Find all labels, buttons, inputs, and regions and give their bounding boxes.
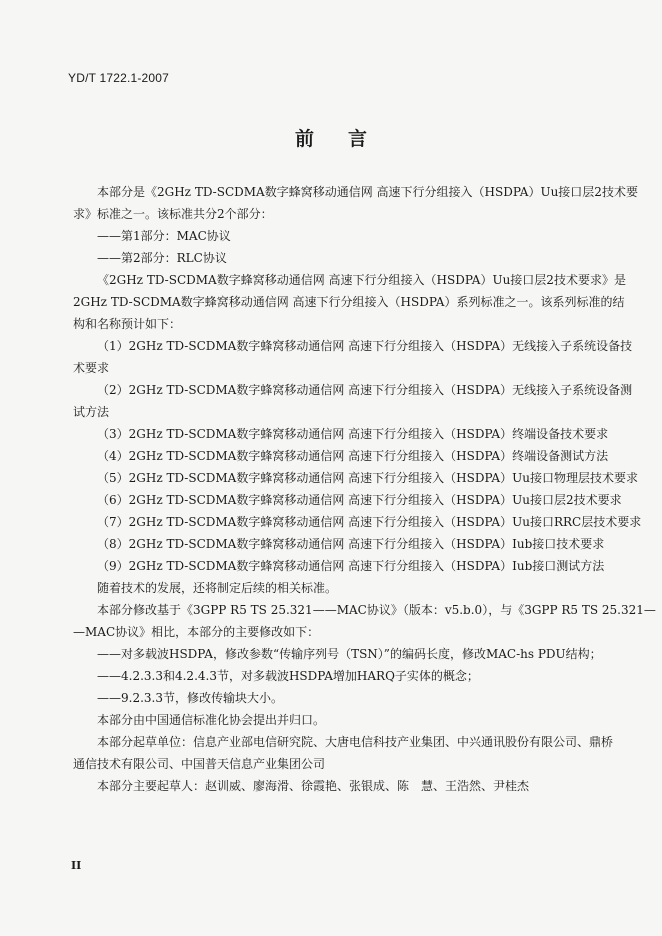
list-item: ——9.2.3.3节，修改传输块大小。 (97, 691, 283, 705)
page-title: 前言 (294, 128, 401, 150)
paragraph-line: 本部分起草单位：信息产业部电信研究院、大唐电信科技产业集团、中兴通讯股份有限公司、鼎桥 (97, 735, 614, 749)
page-number: II (71, 859, 82, 872)
list-item: ——4.2.3.3和4.2.4.3节，对多载波HSDPA增加HARQ子实体的概念； (97, 669, 479, 683)
paragraph-line: 本部分是《2GHz TD-SCDMA数字蜂窝移动通信网 高速下行分组接入（HSDPA）Uu接口层2技术要 (97, 185, 638, 199)
list-item: （8）2GHz TD-SCDMA数字蜂窝移动通信网 高速下行分组接入（HSDPA）Iub接口技术要求 (97, 537, 605, 551)
paragraph-line: 本部分主要起草人：赵训威、廖海滑、徐霞艳、张银成、陈 慧、王浩然、尹桂杰 (97, 779, 530, 793)
paragraph-line: 求》标准之一。该标准共分2个部分： (73, 207, 273, 221)
list-item: ——第2部分：RLC协议 (97, 251, 227, 265)
list-item-continued: 试方法 (73, 405, 110, 419)
paragraph-line: —MAC协议》相比，本部分的主要修改如下： (73, 625, 320, 639)
list-item: ——第1部分：MAC协议 (97, 229, 231, 243)
list-item: （4）2GHz TD-SCDMA数字蜂窝移动通信网 高速下行分组接入（HSDPA）终端设备测试方法 (97, 449, 609, 463)
list-item: （5）2GHz TD-SCDMA数字蜂窝移动通信网 高速下行分组接入（HSDPA）Uu接口物理层技术要求 (97, 471, 638, 485)
standard-code: YD/T 1722.1-2007 (68, 71, 170, 85)
paragraph-line: 本部分修改基于《3GPP R5 TS 25.321——MAC协议》（版本：v5.b.0），与《3GPP R5 TS 25.321— (97, 603, 656, 617)
list-item: （1）2GHz TD-SCDMA数字蜂窝移动通信网 高速下行分组接入（HSDPA）无线接入子系统设备技 (97, 339, 633, 353)
foreword-body (73, 181, 656, 797)
paragraph-line: 随着技术的发展，还将制定后续的相关标准。 (97, 581, 338, 595)
paragraph-line: 通信技术有限公司、中国普天信息产业集团公司 (73, 757, 326, 771)
list-item: （6）2GHz TD-SCDMA数字蜂窝移动通信网 高速下行分组接入（HSDPA）Uu接口层2技术要求 (97, 493, 622, 507)
paragraph-line: 2GHz TD-SCDMA数字蜂窝移动通信网 高速下行分组接入（HSDPA）系列标准之一。该系列标准的结 (73, 295, 625, 309)
paragraph-line: 构和名称预计如下： (73, 317, 182, 331)
list-item: （9）2GHz TD-SCDMA数字蜂窝移动通信网 高速下行分组接入（HSDPA）Iub接口测试方法 (97, 559, 605, 573)
list-item: ——对多载波HSDPA，修改参数“传输序列号（TSN）”的编码长度，修改MAC-hs PDU结构； (97, 647, 602, 661)
paragraph-line: 本部分由中国通信标准化协会提出并归口。 (97, 713, 326, 727)
list-item: （7）2GHz TD-SCDMA数字蜂窝移动通信网 高速下行分组接入（HSDPA）Uu接口RRC层技术要求 (97, 515, 642, 529)
list-item: （3）2GHz TD-SCDMA数字蜂窝移动通信网 高速下行分组接入（HSDPA）终端设备技术要求 (97, 427, 609, 441)
list-item-continued: 术要求 (73, 361, 110, 375)
paragraph-line: 《2GHz TD-SCDMA数字蜂窝移动通信网 高速下行分组接入（HSDPA）Uu接口层2技术要求》是 (97, 273, 626, 287)
list-item: （2）2GHz TD-SCDMA数字蜂窝移动通信网 高速下行分组接入（HSDPA）无线接入子系统设备测 (97, 383, 633, 397)
